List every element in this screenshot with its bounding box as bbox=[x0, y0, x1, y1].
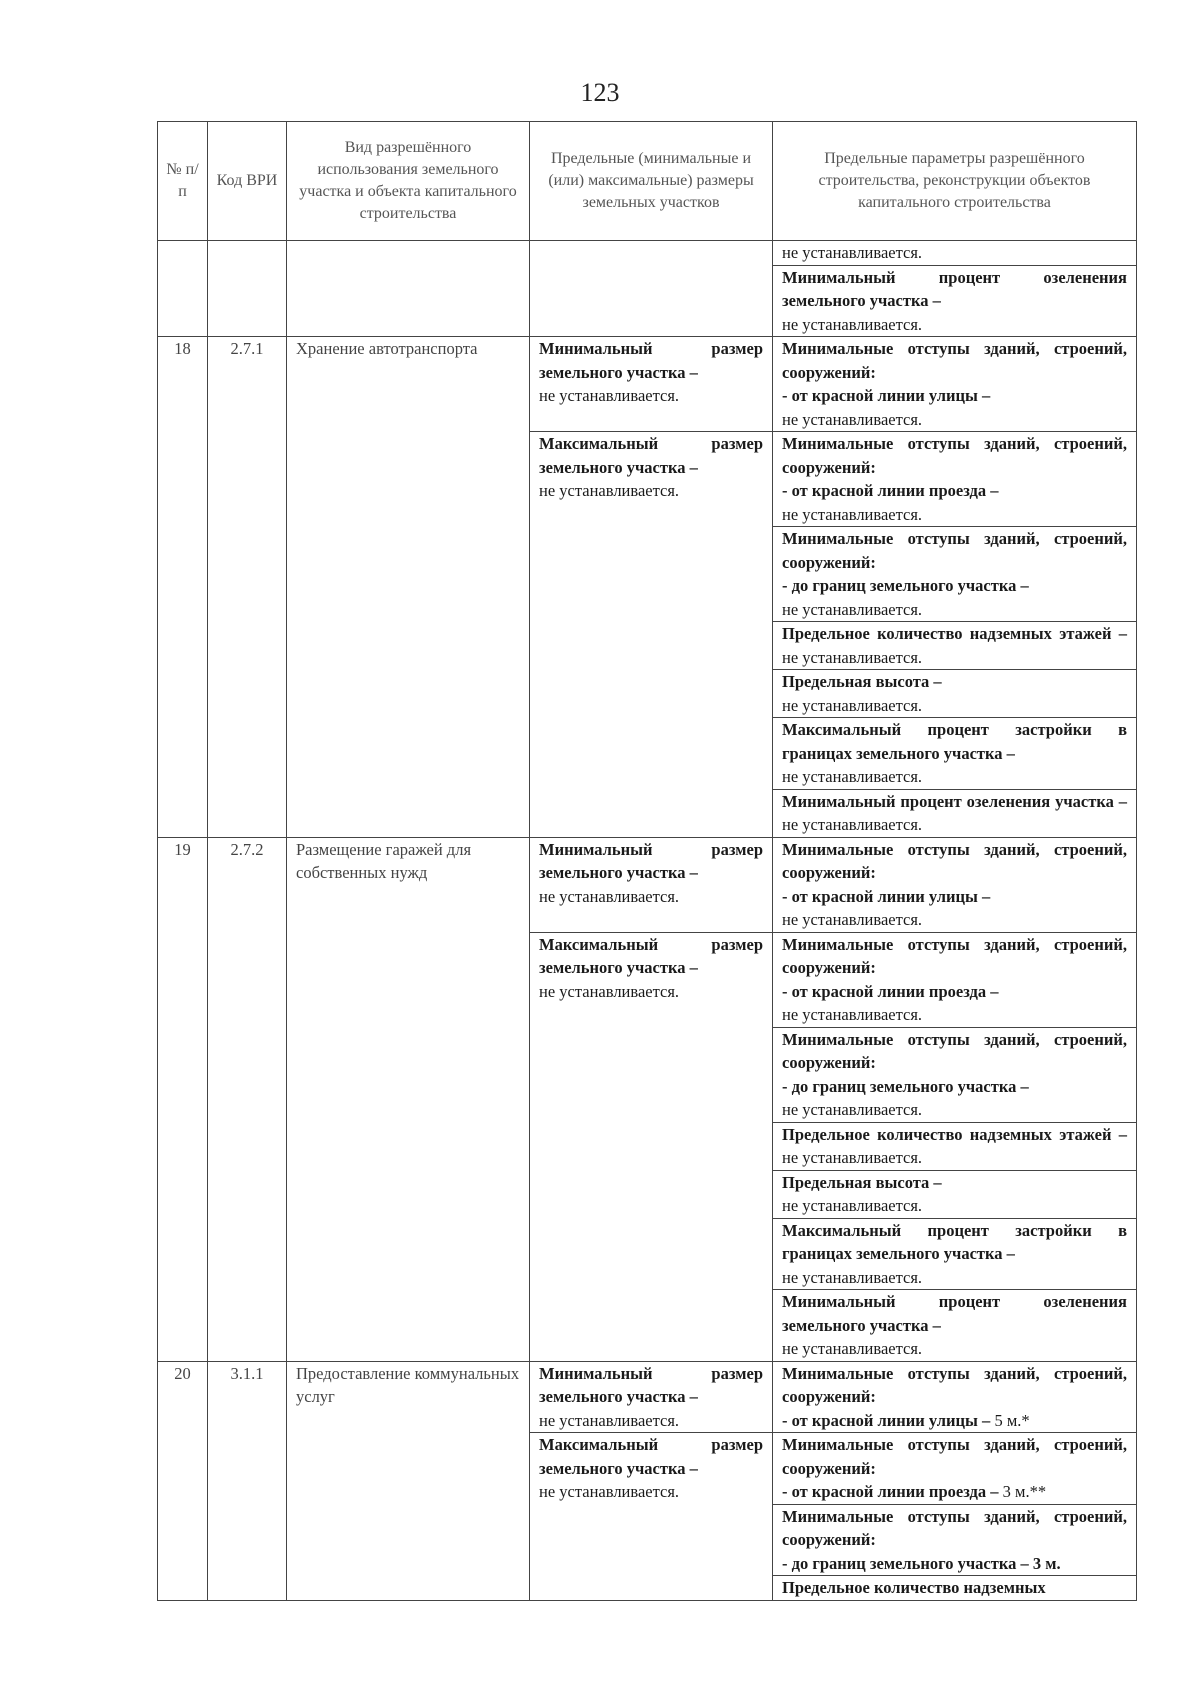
param-cell bbox=[773, 1027, 1137, 1122]
param-cell bbox=[773, 241, 1137, 266]
cont-num-cell bbox=[158, 241, 208, 337]
param-value: не устанавливается. bbox=[782, 1196, 923, 1215]
param-cell bbox=[773, 622, 1137, 670]
param-label: Минимальные отступы зданий, строений, сооружений: bbox=[782, 339, 1127, 382]
param-line: - до границ земельного участка – bbox=[782, 1076, 1029, 1096]
row-code: 2.7.2 bbox=[208, 837, 287, 1361]
max-size-label: Максимальный размер земельного участка – bbox=[539, 1435, 763, 1478]
param-cell bbox=[773, 1170, 1137, 1218]
param-value: не устанавливается. bbox=[782, 910, 923, 929]
max-size-cell bbox=[530, 432, 773, 838]
param-value: не устанавливается. bbox=[782, 1148, 923, 1167]
param-label: Предельная высота – bbox=[782, 1172, 942, 1192]
param-value: 3 м.** bbox=[1002, 1482, 1047, 1501]
param-value: 3 м. bbox=[1032, 1553, 1061, 1573]
param-label: Минимальные отступы зданий, строений, сооружений: bbox=[782, 1029, 1127, 1072]
param-label: Минимальные отступы зданий, строений, сооружений: bbox=[782, 1506, 1127, 1549]
param-label: Предельное количество надземных bbox=[782, 1578, 1046, 1597]
max-size-label: Максимальный размер земельного участка – bbox=[539, 934, 763, 977]
param-value: не устанавливается. bbox=[782, 314, 923, 334]
max-size-value: не устанавливается. bbox=[539, 981, 680, 1001]
min-size-cell bbox=[530, 837, 773, 932]
param-line: - от красной линии улицы – bbox=[782, 1410, 991, 1430]
param-label: Минимальные отступы зданий, строений, сооружений: bbox=[782, 1363, 1127, 1406]
row-num: 19 bbox=[158, 837, 208, 1361]
min-size-cell bbox=[530, 337, 773, 432]
row-code: 3.1.1 bbox=[208, 1361, 287, 1600]
header-num: № п/п bbox=[158, 122, 208, 241]
max-size-value: не устанавливается. bbox=[539, 481, 680, 500]
param-cell bbox=[773, 1361, 1137, 1433]
row-name: Хранение автотранспорта bbox=[287, 337, 530, 838]
cont-code-cell bbox=[208, 241, 287, 337]
param-cell bbox=[773, 1290, 1137, 1362]
cont-sizes-cell bbox=[530, 241, 773, 337]
param-label: Минимальные отступы зданий, строений, сооружений: bbox=[782, 934, 1127, 977]
table-row bbox=[158, 837, 1137, 932]
max-size-cell bbox=[530, 932, 773, 1361]
param-line: - от красной линии проезда – bbox=[782, 1482, 999, 1501]
param-cell bbox=[773, 337, 1137, 432]
header-kind: Вид разрешённого использования земельного участка и объекта капитального строительства bbox=[287, 122, 530, 241]
max-size-label: Максимальный размер земельного участка – bbox=[539, 434, 763, 477]
param-cell bbox=[773, 1218, 1137, 1290]
param-cell bbox=[773, 789, 1137, 837]
param-value: не устанавливается. bbox=[782, 695, 923, 715]
row-code: 2.7.1 bbox=[208, 337, 287, 838]
param-value: не устанавливается. bbox=[782, 504, 923, 524]
param-cell bbox=[773, 265, 1137, 337]
param-label: Минимальный процент озеленения земельного участка – bbox=[782, 1292, 1127, 1335]
param-label: Предельное количество надземных этажей – bbox=[782, 624, 1127, 643]
param-label: Минимальные отступы зданий, строений, сооружений: bbox=[782, 1435, 1127, 1478]
table-row bbox=[158, 1361, 1137, 1433]
param-label: Минимальные отступы зданий, строений, сооружений: bbox=[782, 839, 1127, 882]
min-size-label: Минимальный размер земельного участка – bbox=[539, 339, 763, 382]
table-row bbox=[158, 241, 1137, 266]
param-label: Предельное количество надземных этажей – bbox=[782, 1124, 1127, 1144]
cont-name-cell bbox=[287, 241, 530, 337]
param-value: не устанавливается. bbox=[782, 1339, 923, 1358]
param-line: - от красной линии улицы – bbox=[782, 886, 991, 906]
row-name: Размещение гаражей для собственных нужд bbox=[287, 837, 530, 1361]
param-value: не устанавливается. bbox=[782, 647, 923, 667]
param-line: - от красной линии проезда – bbox=[782, 481, 999, 500]
param-value: не устанавливается. bbox=[782, 599, 923, 619]
row-name: Предоставление коммунальных услуг bbox=[287, 1361, 530, 1600]
param-value: не устанавливается. bbox=[782, 409, 923, 429]
param-line: - до границ земельного участка – bbox=[782, 1553, 1029, 1573]
param-value: не устанавливается. bbox=[782, 243, 923, 262]
row-num: 20 bbox=[158, 1361, 208, 1600]
param-value: не устанавливается. bbox=[782, 767, 923, 786]
param-label: Минимальный процент озеленения участка – bbox=[782, 791, 1127, 811]
param-label: Максимальный процент застройки в границах земельного участка – bbox=[782, 720, 1127, 763]
param-line: - до границ земельного участка – bbox=[782, 576, 1029, 595]
param-cell bbox=[773, 1122, 1137, 1170]
param-label: Максимальный процент застройки в границах земельного участка – bbox=[782, 1220, 1127, 1263]
page-number: 123 bbox=[580, 78, 620, 107]
param-value: не устанавливается. bbox=[782, 1005, 923, 1024]
param-label: Минимальный процент озеленения земельного участка – bbox=[782, 267, 1127, 310]
header-code: Код ВРИ bbox=[208, 122, 287, 241]
param-line: - от красной линии улицы – bbox=[782, 386, 991, 405]
param-cell bbox=[773, 837, 1137, 932]
param-label: Минимальные отступы зданий, строений, сооружений: bbox=[782, 434, 1127, 477]
param-cell bbox=[773, 527, 1137, 622]
min-size-cell bbox=[530, 1361, 773, 1433]
table-row bbox=[158, 337, 1137, 432]
regulations-table bbox=[157, 121, 1137, 1601]
param-label: Предельная высота – bbox=[782, 672, 942, 691]
param-cell bbox=[773, 670, 1137, 718]
param-cell bbox=[773, 1433, 1137, 1505]
min-size-value: не устанавливается. bbox=[539, 886, 680, 906]
min-size-label: Минимальный размер земельного участка – bbox=[539, 839, 763, 882]
max-size-value: не устанавливается. bbox=[539, 1482, 680, 1501]
param-cell bbox=[773, 1576, 1137, 1601]
header-params: Предельные параметры разрешённого строительства, реконструкции объектов капитального строительства bbox=[773, 122, 1137, 241]
header-sizes: Предельные (минимальные и (или) максимальные) размеры земельных участков bbox=[530, 122, 773, 241]
param-line: - от красной линии проезда – bbox=[782, 981, 999, 1001]
param-value: 5 м.* bbox=[994, 1410, 1030, 1430]
max-size-cell bbox=[530, 1433, 773, 1601]
param-cell bbox=[773, 718, 1137, 790]
param-value: не устанавливается. bbox=[782, 1267, 923, 1287]
param-label: Минимальные отступы зданий, строений, сооружений: bbox=[782, 529, 1127, 572]
table-header-row bbox=[158, 122, 1137, 241]
min-size-value: не устанавливается. bbox=[539, 1410, 680, 1430]
param-cell bbox=[773, 432, 1137, 527]
min-size-label: Минимальный размер земельного участка – bbox=[539, 1363, 763, 1406]
param-cell bbox=[773, 1504, 1137, 1576]
min-size-value: не устанавливается. bbox=[539, 386, 680, 405]
param-value: не устанавливается. bbox=[782, 815, 923, 834]
row-num: 18 bbox=[158, 337, 208, 838]
param-cell bbox=[773, 932, 1137, 1027]
param-value: не устанавливается. bbox=[782, 1100, 923, 1119]
